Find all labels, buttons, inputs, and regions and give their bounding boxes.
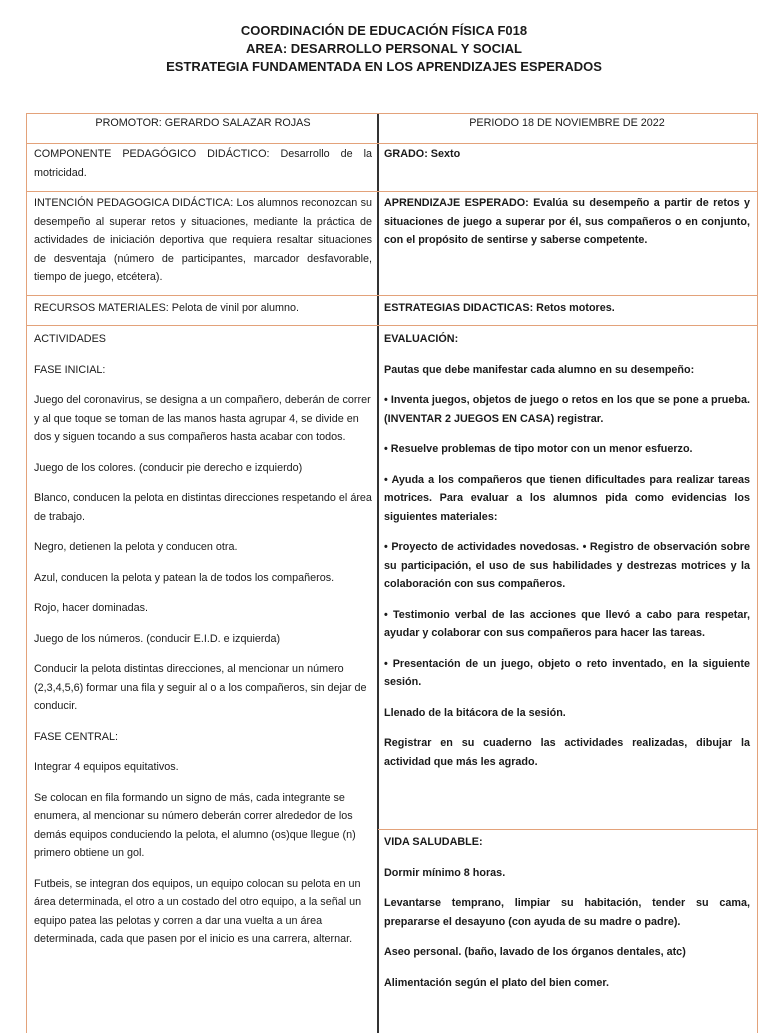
activities-heading: ACTIVIDADES [34,333,106,345]
activity-item: Blanco, conducen la pelota en distintas direcciones respetando el área de trabajo. [34,492,372,523]
evaluation-item: • Testimonio verbal de las acciones que llevó a cabo para respetar, ayudar y colaborar con sus compañeros para hacer las tareas. [384,608,750,639]
evaluation-section [384,330,750,783]
table-column-divider [377,113,379,1033]
evaluation-item: • Presentación de un juego, objeto o reto inventado, en la siguiente sesión. [384,657,750,688]
evaluation-item: Registrar en su cuaderno las actividades realizadas, dibujar la actividad que más les agrado. [384,737,750,768]
pedagogical-component: COMPONENTE PEDAGÓGICO DIDÁCTICO: Desarrollo de la motricidad. [34,148,372,179]
evaluation-heading: EVALUACIÓN: [384,333,459,345]
healthy-item: Aseo personal. (baño, lavado de los órganos dentales, atc) [384,946,686,958]
healthy-item: Levantarse temprano, limpiar su habitación, tender su cama, prepararse el desayuno (con ayuda de su madre o padre). [384,897,750,928]
strategy-table [26,113,758,1033]
grade: GRADO: Sexto [384,148,461,160]
evaluation-item: • Resuelve problemas de tipo motor con un menor esfuerzo. [384,443,693,455]
table-border-right [757,113,758,1033]
promoter: PROMOTOR: GERARDO SALAZAR ROJAS [95,117,311,129]
table-border-left [26,113,27,1033]
activity-item: Juego de los números. (conducir E.I.D. e izquierda) [34,632,281,645]
row-divider-4 [26,325,758,326]
header-line-1: COORDINACIÓN DE EDUCACIÓN FÍSICA F018 [240,23,528,38]
activity-item: Rojo, hacer dominadas. [34,602,149,614]
row-divider-3 [26,295,758,296]
activity-item: Juego del coronavirus, se designa a un compañero, deberán de correr y al que toque se toman de las manos hasta agrupar 4, se divide en dos y siguen tocando a sus compañeros hasta acabar con todos. [34,394,371,443]
activity-item: Se colocan en fila formando un signo de más, cada integrante se enumera, al mencionar su número deberán correr alrededor de los demás equipos conduciendo la pelota, el alumno (os)que llegue (n) primero obtiene un gol. [34,791,356,859]
period: PERIODO 18 DE NOVIEMBRE DE 2022 [469,117,665,129]
evaluation-item: • Proyecto de actividades novedosas. • Registro de observación sobre su participación, el uso de sus habilidades y destrezas motrices y la colaboración con sus compañeros. [384,541,750,590]
material-resources: RECURSOS MATERIALES: Pelota de vinil por alumno. [34,302,300,314]
activity-item: Azul, conducen la pelota y patean la de todos los compañeros. [34,571,335,584]
evaluation-item: • Ayuda a los compañeros que tienen dificultades para realizar tareas motrices. Para evaluar a los alumnos pida como evidencias los siguientes materiales: [384,473,750,523]
activity-item: Juego de los colores. (conducir pie derecho e izquierdo) [34,461,303,474]
healthy-heading: VIDA SALUDABLE: [384,836,483,848]
row-divider-healthy [378,829,758,830]
expected-learning: APRENDIZAJE ESPERADO: Evalúa su desempeño a partir de retos y situaciones de juego a superar por él, sus compañeros o en conjunto, con el propósito de sentirse y saberse competente. [384,197,750,246]
activity-item: Futbeis, se integran dos equipos, un equipo colocan su pelota en un área determinada, el otro a un costado del otro equipo, a la señal un equipo patea las pelotas y corren a dar una vuelta a un área determinada, cada que pasen por el inicio es una carrera, alternar. [34,877,362,945]
activity-item: Negro, detienen la pelota y conducen otra. [34,541,238,553]
row-divider-1 [26,143,758,144]
pedagogical-intention: INTENCIÓN PEDAGOGICA DIDÁCTICA: Los alumnos reconozcan su desempeño al superar retos y situaciones, mediante la práctica de actividades de iniciación deportiva que requiera resaltar situaciones de desventaja (número de participantes, marcador desfavorable, tiempo de juego, etcétera). [34,197,372,283]
header-line-2: AREA: DESARROLLO PERSONAL Y SOCIAL [246,41,522,56]
evaluation-item: • Inventa juegos, objetos de juego o retos en los que se pone a prueba. (INVENTAR 2 JUEGOS EN CASA) registrar. [384,394,750,425]
healthy-life-section [384,833,750,1004]
evaluation-item: Pautas que debe manifestar cada alumno en su desempeño: [384,363,695,376]
activity-item: Integrar 4 equipos equitativos. [34,761,179,773]
activities-section [34,330,372,961]
didactic-strategies: ESTRATEGIAS DIDACTICAS: Retos motores. [384,302,615,314]
evaluation-item: Llenado de la bitácora de la sesión. [384,706,566,719]
activity-item: FASE CENTRAL: [34,730,118,743]
activity-item: Conducir la pelota distintas direcciones, al mencionar un número (2,3,4,5,6) formar una fila y seguir al o a los compañeros, sin dejar de conducir. [34,663,367,712]
header-line-3: ESTRATEGIA FUNDAMENTADA EN LOS APRENDIZAJES ESPERADOS [166,59,602,74]
healthy-item: Alimentación según el plato del bien comer. [384,976,609,989]
row-divider-2 [26,191,758,192]
healthy-item: Dormir mínimo 8 horas. [384,866,506,879]
activity-item: FASE INICIAL: [34,363,106,376]
